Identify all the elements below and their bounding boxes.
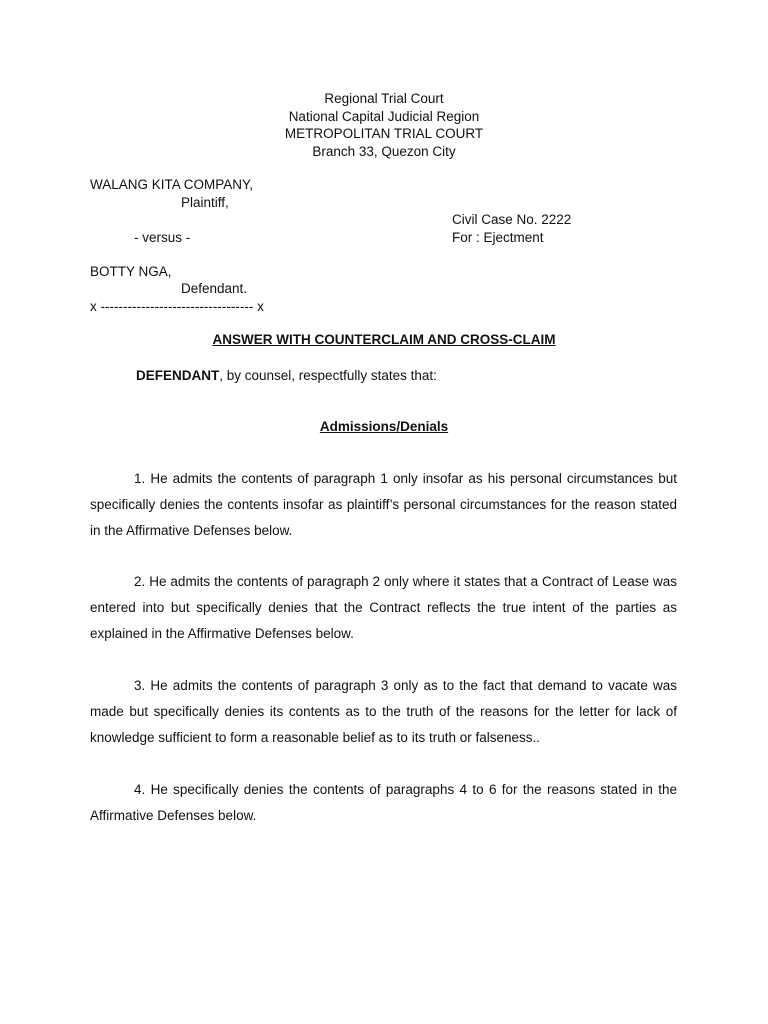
case-number: Civil Case No. 2222 — [452, 212, 572, 227]
plaintiff-name: WALANG KITA COMPANY, — [90, 177, 254, 192]
paragraph-2 — [90, 569, 677, 647]
paragraph-4 — [90, 777, 677, 829]
paragraph-3 — [90, 673, 677, 751]
paragraph-1-text: 1. He admits the contents of paragraph 1 only insofar as his personal circumstances but specifically denies the contents insofar as plaintiff’s personal circumstances for the reason stated in the Affirmative Defenses below. — [90, 471, 677, 538]
plaintiff-role: Plaintiff, — [181, 195, 229, 210]
paragraph-3-text: 3. He admits the contents of paragraph 3 only as to the fact that demand to vacate was made but specifically denies its contents as to the truth of the reasons for the letter for lack of knowledge sufficient to form a reasonable belief as to its truth or falseness.. — [90, 678, 677, 745]
caption-separator: x ---------------------------------- x — [90, 299, 264, 314]
paragraph-1 — [90, 466, 677, 544]
case-type: For : Ejectment — [452, 230, 544, 245]
trial-court-name: METROPOLITAN TRIAL COURT — [284, 126, 484, 141]
intro-party: DEFENDANT — [136, 368, 220, 383]
court-header — [0, 90, 768, 160]
court-name: Regional Trial Court — [324, 91, 444, 106]
paragraph-2-text: 2. He admits the contents of paragraph 2 only where it states that a Contract of Lease was entered into but specifically denies that the Contract reflects the true intent of the parties as explained in the Affirmative Defenses below. — [90, 574, 677, 641]
defendant-role: Defendant. — [181, 281, 248, 296]
versus-label: - versus - — [134, 230, 191, 245]
document-title: ANSWER WITH COUNTERCLAIM AND CROSS-CLAIM — [212, 332, 556, 347]
judicial-region: National Capital Judicial Region — [288, 108, 480, 124]
court-branch: Branch 33, Quezon City — [312, 143, 456, 159]
intro-statement — [136, 367, 437, 384]
paragraph-4-text: 4. He specifically denies the contents of paragraphs 4 to 6 for the reasons stated in the Affirmative Defenses below. — [90, 782, 677, 823]
intro-text: , by counsel, respectfully states that: — [219, 368, 437, 383]
section-heading: Admissions/Denials — [319, 419, 449, 434]
defendant-name: BOTTY NGA, — [90, 264, 172, 279]
